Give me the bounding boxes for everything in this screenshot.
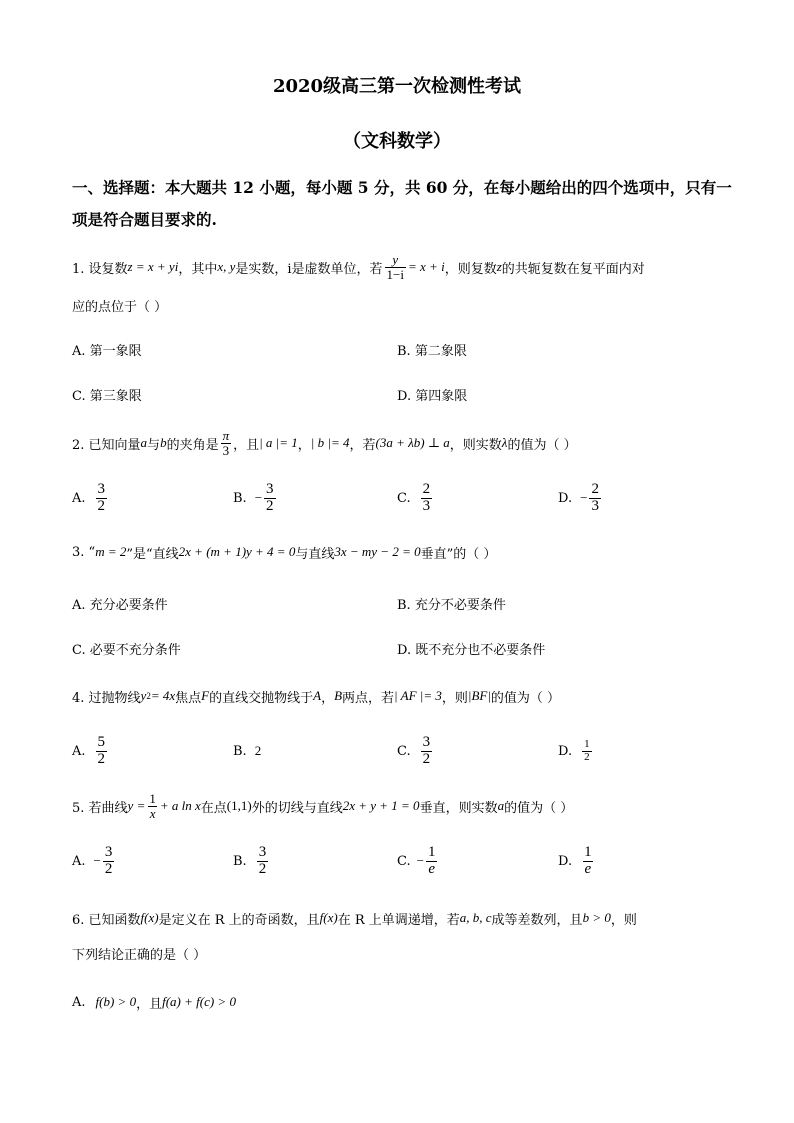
question-2-option-c: C. $\frac{2}{3}$ xyxy=(397,480,431,514)
question-5-option-d: D. $\frac{1}{e}$ xyxy=(558,843,592,877)
page-title: 2020级高三第一次检测性考试 xyxy=(272,76,522,97)
question-4-option-a: A. $\frac{5}{2}$ xyxy=(72,733,106,767)
question-1-option-b: B. 第二象限 xyxy=(397,344,467,359)
question-4-option-c: C. $\frac{3}{2}$ xyxy=(397,733,431,767)
question-1-option-d: D. 第四象限 xyxy=(397,389,468,404)
question-1-option-a: A. 第一象限 xyxy=(72,344,142,359)
question-1-option-c: C. 第三象限 xyxy=(72,389,142,404)
section-heading-line1: 一、选择题：本大题共 12 小题，每小题 5 分，共 60 分，在每小题给出的四个选项中，只有一 xyxy=(72,178,732,197)
question-2-option-a: A. $\frac{3}{2}$ xyxy=(72,480,106,514)
section-heading-line2: 项是符合题目要求的. xyxy=(72,210,217,229)
question-5-line1: 5. 若曲线 y = $\frac{1}{x}$ + a ln x 在点 (1,1) 外的切线与直线 2x + y + 1 = 0 垂直，则实数 a 的值为（ ） xyxy=(72,790,574,821)
question-2-option-d: D. − $\frac{2}{3}$ xyxy=(558,480,599,514)
question-3-option-a: A. 充分必要条件 xyxy=(72,598,168,613)
question-3-option-c: C. 必要不充分条件 xyxy=(72,643,181,658)
question-2-option-b: B. − $\frac{3}{2}$ xyxy=(233,480,274,514)
question-2-line1: 2. 已知向量 a 与 b 的夹角是 $\frac{\pi}{3}$ ，且 | a |= 1 ， | b |= 4 ，若 (3a + λb) ⊥ a ，则实数 λ 的值为（ ） xyxy=(72,427,577,458)
question-1-line2: 应的点位于（ ） xyxy=(72,300,168,315)
question-6-line2: 下列结论正确的是（ ） xyxy=(72,948,207,963)
question-1-line1: 1. 设复数 z = x + yi ，其中 x, y 是实数，i是虚数单位，若 $\frac{y}{1-i}$ = x + i ，则复数 z 的共轭复数在复平面内对 xyxy=(72,251,645,282)
question-3-option-b: B. 充分不必要条件 xyxy=(397,598,506,613)
question-3-line1: 3. “ m = 2 ”是“直线 2x + (m + 1)y + 4 = 0 与直线 3x − my − 2 = 0 垂直”的（ ） xyxy=(72,544,497,562)
question-4-line1: 4. 过抛物线 y 2 = 4x 焦点 F 的直线交抛物线于 A ， B 两点，若 | AF |= 3 ，则 |BF| 的值为（ ） xyxy=(72,688,561,706)
question-6-line1: 6. 已知函数 f(x) 是定义在 R 上的奇函数，且 f(x) 在 R 上单调递增，若 a, b, c 成等差数列，且 b > 0 ，则 xyxy=(72,910,637,928)
page-subtitle: （文科数学） xyxy=(343,131,451,152)
question-6-option-a: A. f(b) > 0 ，且 f(a) + f(c) > 0 xyxy=(72,994,236,1012)
question-5-option-a: A. − $\frac{3}{2}$ xyxy=(72,843,113,877)
question-3-option-d: D. 既不充分也不必要条件 xyxy=(397,643,546,658)
question-5-option-c: C. − $\frac{1}{e}$ xyxy=(397,843,436,877)
question-4-option-b: B. 2 xyxy=(233,743,262,759)
question-5-option-b: B. $\frac{3}{2}$ xyxy=(233,843,267,877)
question-4-option-d: D. $\frac{1}{2}$ xyxy=(558,737,590,763)
